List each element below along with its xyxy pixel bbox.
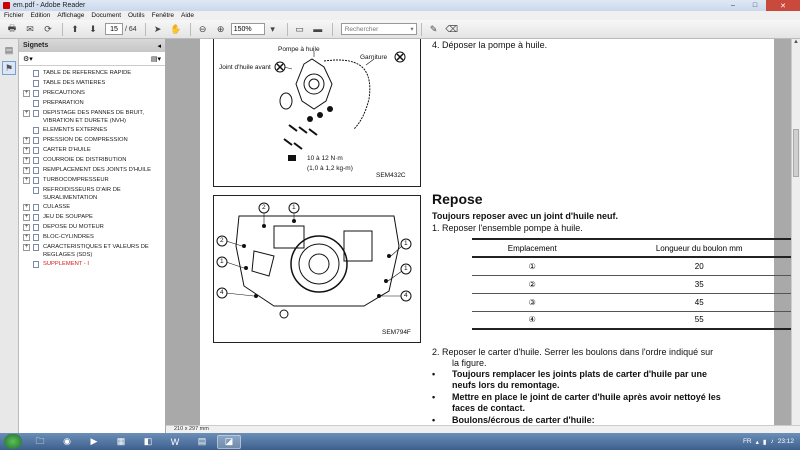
length-cell: 55 bbox=[592, 311, 791, 329]
close-button[interactable]: ✕ bbox=[766, 0, 800, 11]
label-joint: Joint d'huile avant bbox=[219, 64, 271, 71]
toolbar bbox=[0, 20, 800, 39]
navigation-pane-strip bbox=[0, 39, 19, 433]
bookmark-page-icon bbox=[33, 80, 39, 87]
bookmark-label: SUPPLEMENT - I bbox=[43, 261, 89, 267]
step-2-cont: la figure. bbox=[452, 358, 487, 368]
bookmark-item[interactable] bbox=[19, 166, 165, 176]
bookmark-page-icon bbox=[33, 224, 39, 231]
word-icon[interactable]: W bbox=[170, 436, 180, 447]
bookmark-label: TABLE DE REFERENCE RAPIDE bbox=[43, 70, 132, 76]
oil-pump-drawing bbox=[214, 39, 420, 185]
bookmark-label: PREPARATION bbox=[43, 100, 84, 106]
bookmark-label: DEPOSE DU MOTEUR bbox=[43, 224, 104, 230]
bookmark-page-icon bbox=[33, 147, 39, 154]
expand-bookmark-icon[interactable]: ▤▾ bbox=[150, 55, 161, 63]
expand-icon[interactable]: + bbox=[24, 110, 29, 116]
figure-bolt-locations bbox=[213, 195, 421, 343]
menu-bar bbox=[0, 11, 800, 20]
bookmark-label: REMPLACEMENT DES JOINTS D'HUILE bbox=[43, 167, 151, 173]
status-bar bbox=[166, 425, 800, 433]
section-title-repose: Repose bbox=[432, 191, 483, 207]
comment-icon[interactable]: ✎ bbox=[429, 23, 438, 34]
table-header-location: Emplacement bbox=[472, 239, 592, 257]
zoom-dropdown-icon[interactable]: ▾ bbox=[270, 23, 275, 34]
bullet-1-text: Toujours remplacer les joints plats de carter d'huile par une bbox=[452, 369, 708, 379]
highlight-icon[interactable]: ⌫ bbox=[445, 23, 459, 34]
menu-fenetre[interactable]: Fenêtre bbox=[151, 12, 175, 19]
bookmark-page-icon bbox=[33, 214, 39, 221]
label-pompe: Pompe à huile bbox=[278, 46, 320, 53]
bookmark-item[interactable] bbox=[19, 176, 165, 186]
callout-4-left: 4 bbox=[220, 289, 224, 296]
callout-1-left: 1 bbox=[220, 258, 224, 265]
bookmark-page-icon bbox=[33, 90, 39, 97]
search-placeholder: Rechercher bbox=[344, 26, 379, 33]
bookmarks-toolbar bbox=[19, 52, 165, 66]
search-input[interactable] bbox=[341, 23, 417, 35]
pages-panel-icon[interactable]: ▤ bbox=[4, 44, 14, 55]
print-icon[interactable]: 🖶 bbox=[7, 23, 17, 33]
prev-page-icon[interactable]: ⬆ bbox=[71, 23, 79, 34]
zoom-input[interactable]: 150% bbox=[231, 23, 265, 35]
bookmark-label: TABLE DES MATIERES bbox=[43, 80, 106, 86]
clock: 23:12 bbox=[777, 438, 794, 445]
expand-icon[interactable]: + bbox=[24, 234, 29, 240]
page-count: / 64 bbox=[125, 25, 137, 33]
adobe-reader-task-icon[interactable]: ◪ bbox=[217, 435, 241, 449]
bookmark-item[interactable] bbox=[19, 243, 165, 260]
document-view[interactable] bbox=[166, 39, 791, 425]
bullet-1-text-cont: neufs lors du remontage. bbox=[452, 380, 560, 390]
table-row bbox=[472, 275, 791, 293]
system-tray bbox=[739, 438, 800, 446]
bookmark-page-icon bbox=[33, 100, 39, 107]
expand-icon[interactable]: + bbox=[24, 137, 29, 143]
bookmark-item[interactable] bbox=[19, 223, 165, 233]
bookmarks-title: Signets bbox=[23, 42, 49, 49]
minimize-button[interactable]: – bbox=[731, 2, 735, 9]
bookmark-label: DEPISTAGE DES PANNES DE BRUIT, VIBRATION ET DURETE (NVH) bbox=[43, 110, 144, 124]
bookmark-item[interactable] bbox=[19, 79, 165, 89]
expand-icon[interactable]: + bbox=[24, 214, 29, 220]
figure-oil-pump bbox=[213, 39, 421, 187]
bookmark-page-icon bbox=[33, 204, 39, 211]
share-icon[interactable]: ⟳ bbox=[44, 23, 52, 34]
expand-icon[interactable]: + bbox=[24, 177, 29, 183]
length-cell: 35 bbox=[592, 275, 791, 293]
menu-affichage[interactable]: Affichage bbox=[57, 12, 85, 19]
step-1: 1. Reposer l'ensemble pompe à huile. bbox=[432, 223, 583, 233]
bookmarks-panel bbox=[19, 39, 166, 433]
location-cell: ④ bbox=[472, 311, 592, 329]
table-row bbox=[472, 257, 791, 275]
close-panel-icon[interactable]: ◂ bbox=[157, 42, 161, 50]
repose-instruction: Toujours reposer avec un joint d'huile neuf. bbox=[432, 211, 618, 221]
bookmark-label: PRECAUTIONS bbox=[43, 90, 85, 96]
bookmark-page-icon bbox=[33, 70, 39, 77]
bookmark-item[interactable] bbox=[19, 109, 165, 126]
bookmark-item[interactable] bbox=[19, 203, 165, 213]
expand-icon[interactable]: + bbox=[24, 90, 29, 96]
scroll-up-icon[interactable]: ▲ bbox=[793, 39, 799, 45]
bookmark-page-icon bbox=[33, 261, 39, 268]
bullet-2-text: Mettre en place le joint de carter d'huile après avoir nettoyé les bbox=[452, 392, 721, 402]
bookmark-label: TURBOCOMPRESSEUR bbox=[43, 177, 109, 183]
app-icon[interactable]: ◧ bbox=[143, 436, 153, 446]
expand-icon[interactable]: + bbox=[24, 157, 29, 163]
bullet-3-text: Boulons/écrous de carter d'huile: bbox=[452, 415, 595, 425]
callout-2-left: 2 bbox=[220, 237, 224, 244]
callout-4-right: 4 bbox=[404, 292, 408, 299]
step-4: 4. Déposer la pompe à huile. bbox=[432, 40, 548, 50]
pump-front-drawing bbox=[214, 196, 420, 342]
bookmark-item[interactable] bbox=[19, 146, 165, 156]
bookmark-item[interactable] bbox=[19, 99, 165, 109]
length-cell: 45 bbox=[592, 293, 791, 311]
bookmark-list bbox=[19, 66, 165, 270]
taskbar bbox=[0, 433, 800, 450]
menu-outils[interactable]: Outils bbox=[128, 12, 145, 19]
bookmark-item[interactable] bbox=[19, 126, 165, 136]
torque-value: 10 à 12 N·m bbox=[307, 155, 343, 162]
expand-icon[interactable]: + bbox=[24, 244, 29, 250]
menu-edition[interactable]: Edition bbox=[30, 12, 51, 19]
vertical-scrollbar[interactable] bbox=[791, 39, 800, 425]
zoom-out-icon[interactable]: ⊖ bbox=[198, 23, 207, 34]
start-button[interactable] bbox=[4, 434, 22, 449]
options-icon[interactable]: ⚙▾ bbox=[23, 55, 33, 63]
table-header-length: Longueur du boulon mm bbox=[592, 239, 791, 257]
menu-aide[interactable]: Aide bbox=[181, 12, 195, 19]
location-cell: ① bbox=[472, 257, 592, 275]
bookmark-item[interactable] bbox=[19, 233, 165, 243]
bookmark-item[interactable] bbox=[19, 260, 165, 270]
title-bar bbox=[0, 0, 800, 11]
bullet-1: • bbox=[432, 369, 436, 379]
menu-fichier[interactable]: Fichier bbox=[4, 12, 24, 19]
pdf-page bbox=[200, 39, 774, 425]
bookmarks-header bbox=[19, 39, 165, 52]
expand-icon[interactable]: + bbox=[24, 204, 29, 210]
step-2: 2. Reposer le carter d'huile. Serrer les boulons dans l'ordre indiqué sur bbox=[432, 347, 714, 357]
table-row bbox=[472, 311, 791, 329]
scroll-thumb[interactable] bbox=[793, 129, 799, 177]
callout-1-right-b: 1 bbox=[404, 265, 408, 272]
bullet-2: • bbox=[432, 392, 436, 402]
media-icon[interactable]: ▶ bbox=[90, 436, 98, 446]
callout-2-top: 2 bbox=[262, 204, 266, 211]
figure-code-2: SEM794F bbox=[382, 329, 411, 336]
bolt-length-table bbox=[472, 238, 791, 330]
bookmark-page-icon bbox=[33, 127, 39, 134]
bullet-2-text-cont: faces de contact. bbox=[452, 403, 526, 413]
table-row bbox=[472, 293, 791, 311]
folder-icon[interactable]: ▦ bbox=[116, 436, 126, 446]
maximize-button[interactable]: □ bbox=[752, 2, 758, 9]
tray-arrow-icon[interactable]: ▴ bbox=[755, 438, 759, 446]
page-number-input[interactable]: 15 bbox=[105, 23, 123, 35]
figure-code-1: SEM432C bbox=[376, 172, 406, 179]
bookmark-label: JEU DE SOUPAPE bbox=[43, 214, 93, 220]
expand-icon[interactable]: + bbox=[24, 224, 29, 230]
bookmark-label: CARTER D'HUILE bbox=[43, 147, 91, 153]
bookmark-label: COURROIE DE DISTRIBUTION bbox=[43, 157, 127, 163]
callout-1-right-a: 1 bbox=[404, 240, 408, 247]
bookmark-page-icon bbox=[33, 177, 39, 184]
explorer-icon[interactable]: 🗀 bbox=[35, 435, 45, 446]
bookmarks-panel-icon[interactable]: ⚑ bbox=[2, 61, 16, 75]
bullet-3: • bbox=[432, 415, 436, 425]
bookmark-item[interactable] bbox=[19, 136, 165, 146]
zoom-in-icon[interactable]: ⊕ bbox=[216, 23, 225, 34]
bookmark-label: REFROIDISSEURS D'AIR DE SURALIMENTATION bbox=[43, 187, 121, 201]
menu-document[interactable]: Document bbox=[91, 12, 121, 19]
length-cell: 20 bbox=[592, 257, 791, 275]
select-tool-icon[interactable]: ➤ bbox=[153, 23, 162, 34]
document-icon[interactable]: ▤ bbox=[197, 436, 207, 446]
bookmark-page-icon bbox=[33, 234, 39, 241]
expand-icon[interactable]: + bbox=[24, 147, 29, 153]
bookmark-label: ELEMENTS EXTERNES bbox=[43, 127, 108, 133]
email-icon[interactable]: ✉ bbox=[26, 23, 34, 34]
fit-width-icon[interactable]: ▬ bbox=[313, 24, 323, 34]
bookmark-item[interactable] bbox=[19, 69, 165, 79]
bookmark-page-icon bbox=[33, 110, 39, 117]
bookmark-label: BLOC-CYLINDRES bbox=[43, 234, 94, 240]
bookmark-label: CARACTERISTIQUES ET VALEURS DE REGLAGES (SDS) bbox=[43, 244, 149, 258]
label-garniture: Garniture bbox=[360, 54, 388, 61]
next-page-icon[interactable]: ⬇ bbox=[89, 23, 97, 34]
bookmark-item[interactable] bbox=[19, 156, 165, 166]
bookmark-page-icon bbox=[33, 244, 39, 251]
hand-tool-icon[interactable]: ✋ bbox=[170, 23, 182, 34]
adobe-reader-icon bbox=[3, 2, 10, 9]
bookmark-label: PRESSION DE COMPRESSION bbox=[43, 137, 128, 143]
fit-page-icon[interactable]: ▭ bbox=[295, 23, 304, 34]
torque-value-kg: (1,0 à 1,2 kg-m) bbox=[307, 165, 353, 172]
search-dropdown-icon[interactable]: ▾ bbox=[410, 26, 414, 33]
bookmark-item[interactable] bbox=[19, 89, 165, 99]
expand-icon[interactable]: + bbox=[24, 167, 29, 173]
location-cell: ③ bbox=[472, 293, 592, 311]
bookmark-page-icon bbox=[33, 137, 39, 144]
bookmark-item[interactable] bbox=[19, 213, 165, 223]
language-icon[interactable]: FR bbox=[742, 438, 752, 445]
bookmark-page-icon bbox=[33, 157, 39, 164]
bookmark-page-icon bbox=[33, 167, 39, 174]
callout-1-top: 1 bbox=[292, 204, 296, 211]
bookmark-label: CULASSE bbox=[43, 204, 71, 210]
bookmark-page-icon bbox=[33, 187, 39, 194]
network-icon[interactable]: ▮ bbox=[762, 438, 767, 446]
window-title: em.pdf - Adobe Reader bbox=[13, 2, 86, 9]
bookmark-item[interactable] bbox=[19, 186, 165, 203]
location-cell: ② bbox=[472, 275, 592, 293]
page-size: 210 x 297 mm bbox=[174, 426, 209, 432]
volume-icon[interactable]: ♪ bbox=[770, 438, 774, 445]
browser-icon[interactable]: ◉ bbox=[63, 436, 71, 446]
